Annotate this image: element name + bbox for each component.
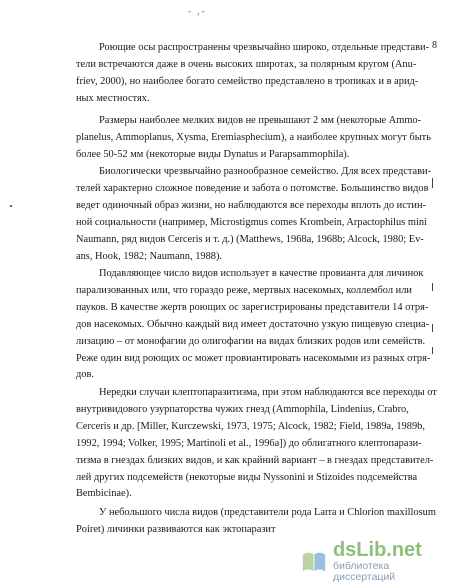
text-line: Poiret) личинки развиваются как эктопаразит	[76, 523, 276, 535]
text-line: ans, Hook, 1982; Naumann, 1988).	[76, 250, 223, 262]
text-line: Naumann, ряд видов Cerceris и т. д.) (Matthews, 1968a, 1968b; Alcock, 1980; Ev-	[76, 233, 424, 245]
watermark-subtitle: библиотека диссертаций	[332, 560, 396, 583]
margin-tick	[432, 324, 433, 332]
text-line: Реже один вид роющих ос может провиантировать насекомыми из разных отря-	[76, 352, 431, 364]
margin-tick	[432, 178, 433, 188]
text-line: лей других подсемейств (некоторые виды Nyssonini и Stizoides подсемейства	[76, 471, 418, 483]
text-line: лизацию – от монофагии до олигофагии на видах близких родов или семейств.	[76, 335, 426, 347]
paragraph-biology	[76, 164, 439, 265]
text-line: friev, 2000), но наиболее богато семейство представлено в тропиках и в арид-	[76, 75, 419, 87]
text-line: дов насекомых. Обычно каждый вид имеет достаточно узкую пищевую специа-	[76, 318, 430, 330]
text-line: тизма в гнездах близких видов, и как крайний вариант – в гнездах представител-	[76, 454, 434, 466]
text-line: дов.	[76, 369, 94, 381]
paragraph-sizes	[76, 113, 439, 164]
paragraph-kleptoparasitism	[76, 385, 439, 503]
top-mark: - ,-	[188, 6, 207, 16]
text-line: Bembicinae).	[76, 488, 132, 500]
text-line: более 50-52 мм (некоторые виды Dynatus и Parapsammophila).	[76, 148, 350, 160]
text-line: Биологически чрезвычайно разнообразное семейство. Для всех представи-	[99, 166, 432, 177]
text-line: парализованных или, что гораздо реже, мертвых насекомых, коллембол или	[76, 284, 412, 296]
text-line: ведет одиночный образ жизни, но наблюдаются все переходы вплоть до истин-	[76, 199, 426, 211]
watermark-name: dsLib.net	[332, 539, 422, 561]
margin-tick	[432, 283, 433, 291]
text-line: planelus, Ammoplanus, Xysma, Eremiasphecium), а наиболее крупных могут быть	[76, 131, 431, 143]
book-icon	[300, 546, 328, 576]
paragraph-ectoparasites	[76, 505, 439, 539]
text-line: 1992, 1994; Volker, 1995; Martinoli et al., 1996a]) до облигатного клептопарази-	[76, 437, 422, 449]
text-line: У небольшого числа видов (представители рода Larra и Chlorion maxillosum	[99, 507, 436, 518]
text-line: ных местностях.	[76, 92, 150, 104]
text-line: Подавляющее число видов использует в качестве провианта для личинок	[99, 268, 424, 279]
text-line: Размеры наиболее мелких видов не превышают 2 мм (некоторые Ammo-	[99, 115, 422, 126]
margin-tick	[432, 347, 433, 354]
paragraph-prey	[76, 266, 439, 384]
text-line: тели встречаются даже в очень высоких широтах, за полярным кругом (Anu-	[76, 58, 417, 70]
paragraph-habitat	[76, 40, 439, 108]
text-line: пауков. В качестве жертв роющих ос зарегистрированы представители 14 отря-	[76, 301, 429, 313]
text-line: Нередки случаи клептопаразитизма, при этом наблюдаются все переходы от	[99, 387, 437, 398]
text-line: Cerceris и др. [Miller, Kurczewski, 1973, 1975; Alcock, 1982; Field, 1989a, 1989b,	[76, 420, 425, 432]
text-line: Роющие осы распространены чрезвычайно широко, отдельные представи-	[99, 42, 430, 53]
text-line: ной социальности (например, Microstigmus comes Krombein, Arpactophilus mini	[76, 216, 427, 228]
text-line: телей характерно сложное поведение и забота о потомстве. Большинство видов	[76, 182, 429, 194]
page-number: 8	[432, 40, 437, 51]
dslib-watermark	[300, 539, 446, 583]
margin-dot	[10, 205, 12, 207]
text-line: внутривидового узурпаторства чужих гнезд (Ammophila, Lindenius, Crabro,	[76, 403, 409, 415]
